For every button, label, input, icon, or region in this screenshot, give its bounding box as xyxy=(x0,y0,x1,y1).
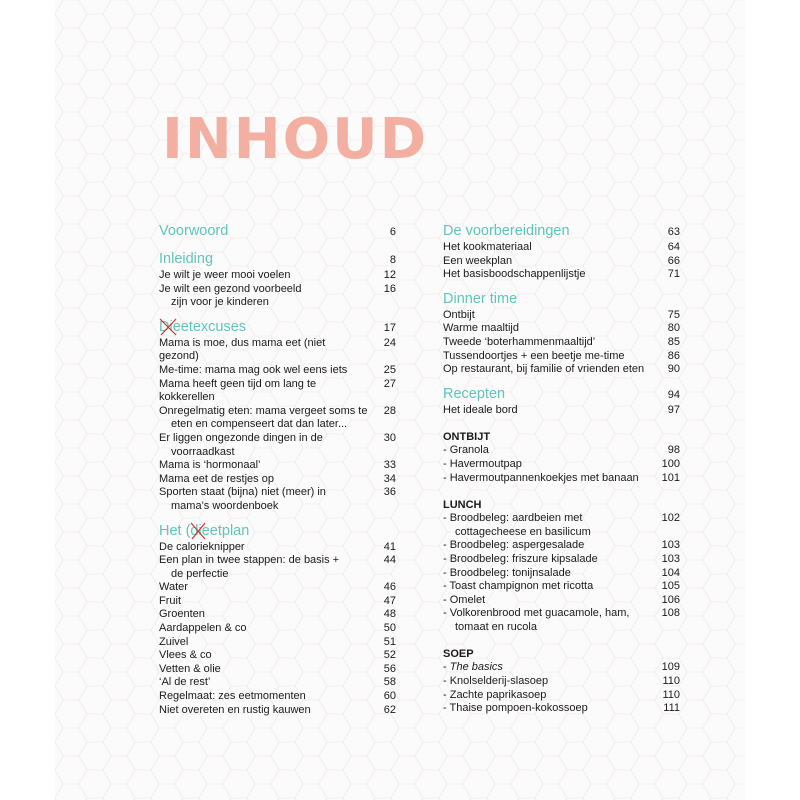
toc-entry: - Zachte paprikasoep 110 xyxy=(443,688,680,701)
toc-entry: Op restaurant, bij familie of vrienden eten 90 xyxy=(443,363,680,376)
toc-entry: - Thaise pompoen-kokossoep 111 xyxy=(443,702,680,715)
toc-section-voorbereidingen xyxy=(443,222,680,241)
toc-entry: Vlees & co 52 xyxy=(159,649,396,662)
toc-entry: De calorieknipper 41 xyxy=(159,540,396,553)
section-title: Inleiding xyxy=(159,251,214,267)
toc-entry: - Knolselderij-slasoep 110 xyxy=(443,675,680,688)
toc-section-recepten xyxy=(443,385,680,404)
toc-entry: Onregelmatig eten: mama vergeet soms te eten en compenseert dat dan later... 28 xyxy=(159,404,396,431)
section-title: eetexcuses xyxy=(172,318,247,335)
toc-section-dieetexcuses xyxy=(159,318,396,337)
page-number: 17 xyxy=(383,321,396,334)
toc-entry: Ontbijt 75 xyxy=(443,308,680,321)
toc-entry: Water 46 xyxy=(159,581,396,594)
red-strike-mark xyxy=(158,316,178,338)
entry-continuation: zijn voor je kinderen xyxy=(171,296,269,309)
section-title-prefix: Het ( xyxy=(159,522,191,539)
toc-entry: Regelmaat: zes eetmomenten 60 xyxy=(159,690,396,703)
toc-entry: Aardappelen & co 50 xyxy=(159,622,396,635)
toc-entry: Een weekplan 66 xyxy=(443,254,680,267)
toc-section-dieetplan xyxy=(159,522,396,541)
section-title: Voorwoord xyxy=(159,223,229,239)
toc-entry: Vetten & olie 56 xyxy=(159,662,396,675)
toc-entry: - The basics 109 xyxy=(443,661,680,674)
toc-entry: - Granola 98 xyxy=(443,444,680,457)
toc-entry: - Broodbeleg: aspergesalade 103 xyxy=(443,539,680,552)
toc-entry: Me-time: mama mag ook wel eens iets 25 xyxy=(159,363,396,376)
page-number: 16 xyxy=(383,282,396,295)
toc-entry: - Toast champignon met ricotta 105 xyxy=(443,580,680,593)
page-number: 94 xyxy=(667,388,680,401)
toc-entry: Groenten 48 xyxy=(159,608,396,621)
toc-entry: - Havermoutpannenkoekjes met banaan 101 xyxy=(443,471,680,484)
toc-entry: - Broodbeleg: friszure kipsalade 103 xyxy=(443,552,680,565)
toc-entry: - Broodbeleg: tonijnsalade 104 xyxy=(443,566,680,579)
toc-entry: Tussendoortjes + een beetje me-time 86 xyxy=(443,349,680,362)
section-title: Recepten xyxy=(443,385,506,402)
toc-entry: Tweede ‘boterhammenmaaltijd’ 85 xyxy=(443,335,680,348)
page-number: 63 xyxy=(667,226,680,238)
toc-entry: Sporten staat (bijna) niet (meer) in mama’s woordenboek 36 xyxy=(159,486,396,512)
toc-left-column xyxy=(159,222,396,717)
section-title: eetplan xyxy=(201,522,250,539)
page-number: 8 xyxy=(389,254,396,266)
toc-entry: - Omelet 106 xyxy=(443,593,680,606)
page-title: INHOUD xyxy=(162,107,429,172)
toc-entry: - Broodbeleg: aardbeien met cottagecheese en basilicum 102 xyxy=(443,512,680,538)
toc-entry: Zuivel 51 xyxy=(159,635,396,648)
entry-title: Je wilt je weer mooi voelen xyxy=(159,269,291,281)
entry-title: Je wilt een gezond voorbeeld xyxy=(159,282,302,295)
toc-entry: Het kookmateriaal 64 xyxy=(443,241,680,253)
toc-entry: Niet overeten en rustig kauwen 62 xyxy=(159,703,396,716)
toc-entry: Een plan in twee stappen: de basis + de perfectie 44 xyxy=(159,554,396,580)
toc-entry: Warme maaltijd 80 xyxy=(443,322,680,335)
toc-section-inleiding xyxy=(159,250,396,269)
toc-entry: Er liggen ongezonde dingen in de voorraadkast 30 xyxy=(159,431,396,458)
toc-entry xyxy=(159,283,396,310)
struck-letters: Di xyxy=(159,318,173,337)
toc-entry: Mama is ‘hormonaal’ 33 xyxy=(159,459,396,472)
toc-entry: Het ideale bord 97 xyxy=(443,403,680,416)
toc-entry: - Volkorenbrood met guacamole, ham, tomaat en rucola 108 xyxy=(443,607,680,633)
toc-entry: Mama is moe, dus mama eet (niet gezond) 24 xyxy=(159,336,396,363)
toc-entry: ‘Al de rest’ 58 xyxy=(159,676,396,689)
section-title: Dinner time xyxy=(443,290,518,307)
category-heading-ontbijt: ONTBIJT xyxy=(443,431,491,444)
toc-entry: Fruit 47 xyxy=(159,594,396,607)
toc-section-voorwoord xyxy=(159,222,396,241)
red-strike-mark xyxy=(189,520,207,542)
toc-entry: - Havermoutpap 100 xyxy=(443,457,680,470)
category-heading-lunch: LUNCH xyxy=(443,499,482,512)
toc-entry: Mama eet de restjes op 34 xyxy=(159,472,396,485)
struck-letters: di xyxy=(190,522,201,541)
toc-entry: Mama heeft geen tijd om lang te kokkerellen 27 xyxy=(159,377,396,404)
toc-right-column xyxy=(443,222,680,716)
category-heading-soep: SOEP xyxy=(443,648,474,661)
toc-entry xyxy=(159,269,396,283)
page-number: 6 xyxy=(389,226,396,238)
section-title: De voorbereidingen xyxy=(443,223,570,239)
toc-entry: Het basisboodschappenlijstje 71 xyxy=(443,268,680,281)
page-number: 12 xyxy=(383,269,396,281)
toc-section-dinner-time xyxy=(443,290,680,309)
